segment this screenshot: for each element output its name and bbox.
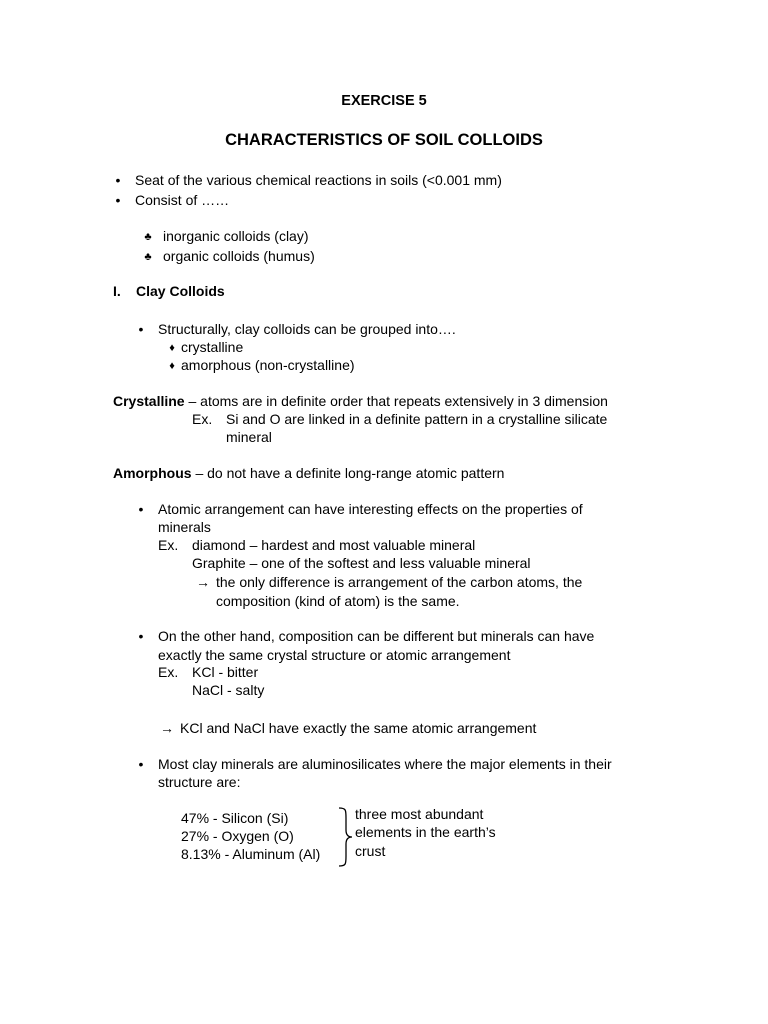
bullet-icon: • bbox=[115, 192, 121, 208]
example-label: Ex. bbox=[158, 664, 179, 680]
atomic-bullet-line-2: minerals bbox=[158, 519, 211, 535]
bullet-icon: • bbox=[138, 501, 144, 517]
bullet-icon: • bbox=[138, 321, 144, 337]
section1-bullet: Structurally, clay colloids can be grouped into…. bbox=[158, 321, 456, 337]
intro-sub-item-1: inorganic colloids (clay) bbox=[163, 228, 309, 244]
crystalline-definition bbox=[113, 392, 608, 410]
element-oxygen: 27% - Oxygen (O) bbox=[181, 828, 294, 844]
diamond-icon: ♦ bbox=[169, 342, 175, 354]
amorphous-term: Amorphous bbox=[113, 465, 192, 481]
club-icon: ♣ bbox=[144, 251, 152, 263]
amorphous-definition-text: – do not have a definite long-range atomic pattern bbox=[191, 465, 505, 481]
arrow-right-icon: → bbox=[160, 720, 174, 736]
intro-sub-item-2: organic colloids (humus) bbox=[163, 248, 315, 264]
bullet-icon: • bbox=[115, 172, 121, 188]
atomic-note-line-2: composition (kind of atom) is the same. bbox=[216, 593, 460, 609]
composition-note: KCl and NaCl have exactly the same atomic arrangement bbox=[180, 720, 537, 736]
bullet-icon: • bbox=[138, 756, 144, 772]
atomic-example-2: Graphite – one of the softest and less valuable mineral bbox=[192, 555, 531, 571]
intro-bullet-1: Seat of the various chemical reactions in soils (<0.001 mm) bbox=[135, 172, 502, 188]
section-number: I. bbox=[113, 283, 121, 299]
bullet-icon: • bbox=[138, 628, 144, 644]
brace-note-line-1: three most abundant bbox=[355, 806, 484, 822]
amorphous-definition bbox=[113, 464, 504, 482]
curly-brace-icon bbox=[337, 806, 355, 868]
club-icon: ♣ bbox=[144, 231, 152, 243]
brace-note-line-3: crust bbox=[355, 843, 386, 859]
element-aluminum: 8.13% - Aluminum (Al) bbox=[181, 846, 321, 862]
crystalline-example-line-1: Si and O are linked in a definite pattern in a crystalline silicate bbox=[226, 411, 608, 427]
composition-example-1: KCl - bitter bbox=[192, 664, 259, 680]
crystalline-example-line-2: mineral bbox=[226, 429, 272, 445]
example-label: Ex. bbox=[158, 537, 179, 553]
crystalline-term: Crystalline bbox=[113, 393, 185, 409]
element-silicon: 47% - Silicon (Si) bbox=[181, 810, 289, 826]
diamond-icon: ♦ bbox=[169, 360, 175, 372]
arrow-right-icon: → bbox=[196, 574, 210, 590]
composition-example-2: NaCl - salty bbox=[192, 682, 265, 698]
composition-bullet-line-2: exactly the same crystal structure or atomic arrangement bbox=[158, 647, 511, 663]
atomic-example-1: diamond – hardest and most valuable mineral bbox=[192, 537, 476, 553]
section-heading: Clay Colloids bbox=[136, 283, 225, 299]
clay-bullet-line-2: structure are: bbox=[158, 774, 241, 790]
atomic-note-line-1: the only difference is arrangement of the carbon atoms, the bbox=[216, 574, 583, 590]
section1-sub-item-2: amorphous (non-crystalline) bbox=[181, 357, 355, 373]
clay-bullet-line-1: Most clay minerals are aluminosilicates where the major elements in their bbox=[158, 756, 612, 772]
example-label: Ex. bbox=[192, 411, 213, 427]
section1-sub-item-1: crystalline bbox=[181, 339, 244, 355]
exercise-label: EXERCISE 5 bbox=[341, 93, 427, 109]
composition-bullet-line-1: On the other hand, composition can be different but minerals can have bbox=[158, 628, 595, 644]
page-title: CHARACTERISTICS OF SOIL COLLOIDS bbox=[225, 131, 543, 149]
crystalline-definition-text: – atoms are in definite order that repeats extensively in 3 dimension bbox=[184, 393, 608, 409]
brace-note-line-2: elements in the earth’s bbox=[355, 824, 496, 840]
intro-bullet-2: Consist of …… bbox=[135, 192, 230, 208]
atomic-bullet-line-1: Atomic arrangement can have interesting effects on the properties of bbox=[158, 501, 583, 517]
